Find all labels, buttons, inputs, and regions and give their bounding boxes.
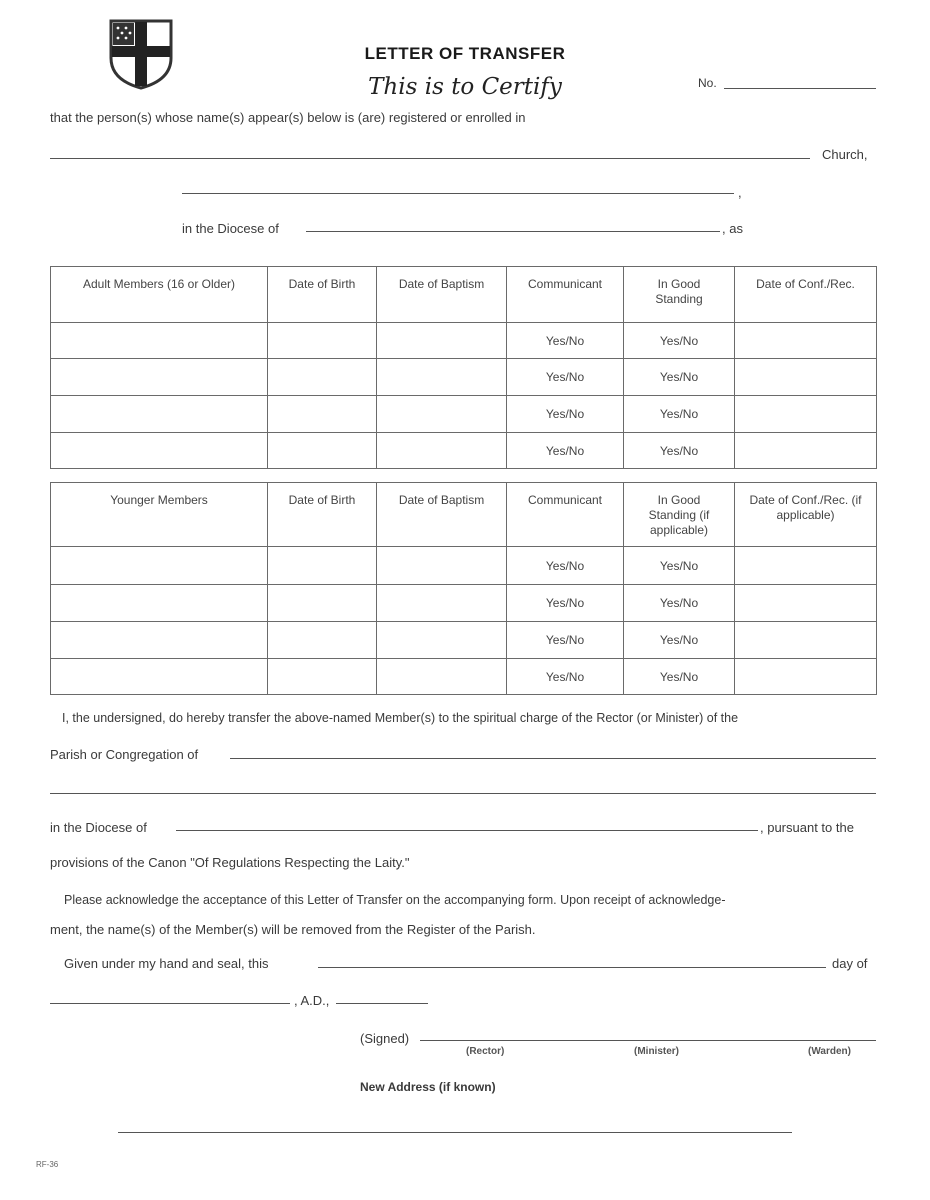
warden-role-label: (Warden): [808, 1046, 851, 1057]
diocese-field[interactable]: [306, 231, 720, 232]
adult-standing-cell[interactable]: Yes/No: [624, 359, 735, 396]
pursuant-label: , pursuant to the: [760, 820, 854, 835]
younger-name-cell[interactable]: [51, 547, 268, 585]
younger-communicant-cell[interactable]: Yes/No: [507, 659, 624, 695]
younger-confirmation-cell[interactable]: [735, 547, 877, 585]
transfer-statement: I, the undersigned, do hereby transfer the above-named Member(s) to the spiritual charge of the Rector (or Minister) of the: [62, 711, 739, 725]
year-field[interactable]: [336, 1003, 428, 1004]
younger-header-communicant: Communicant: [507, 483, 624, 547]
minister-role-label: (Minister): [634, 1046, 679, 1057]
younger-baptism-cell[interactable]: [377, 585, 507, 622]
younger-members-table: [50, 482, 877, 695]
adult-header-birth: Date of Birth: [268, 267, 377, 323]
as-label: , as: [722, 221, 743, 236]
number-field[interactable]: [724, 88, 876, 89]
adult-name-cell[interactable]: [51, 396, 268, 433]
new-address-field[interactable]: [118, 1132, 792, 1133]
younger-confirmation-cell[interactable]: [735, 622, 877, 659]
younger-standing-cell[interactable]: Yes/No: [624, 659, 735, 695]
adult-communicant-cell[interactable]: Yes/No: [507, 433, 624, 469]
church-name-field[interactable]: [50, 158, 810, 159]
adult-baptism-cell[interactable]: [377, 323, 507, 359]
adult-birth-cell[interactable]: [268, 323, 377, 359]
adult-communicant-cell[interactable]: Yes/No: [507, 323, 624, 359]
church-label: Church,: [822, 147, 868, 162]
parish-field-continued[interactable]: [50, 793, 876, 794]
adult-standing-cell[interactable]: Yes/No: [624, 433, 735, 469]
form-code: RF-36: [36, 1160, 59, 1169]
month-field[interactable]: [50, 1003, 290, 1004]
younger-header-standing: In Good Standing (if applicable): [624, 483, 735, 547]
adult-name-cell[interactable]: [51, 359, 268, 396]
acknowledge-text-line2: ment, the name(s) of the Member(s) will be removed from the Register of the Parish.: [50, 922, 536, 937]
parish-field[interactable]: [230, 758, 876, 759]
younger-birth-cell[interactable]: [268, 659, 377, 695]
younger-standing-cell[interactable]: Yes/No: [624, 585, 735, 622]
younger-header-baptism: Date of Baptism: [377, 483, 507, 547]
adult-header-communicant: Communicant: [507, 267, 624, 323]
adult-name-cell[interactable]: [51, 433, 268, 469]
younger-standing-cell[interactable]: Yes/No: [624, 547, 735, 585]
adult-confirmation-cell[interactable]: [735, 323, 877, 359]
younger-name-cell[interactable]: [51, 659, 268, 695]
table-row: [51, 359, 877, 396]
ad-label: , A.D.,: [294, 993, 330, 1008]
day-field[interactable]: [318, 967, 826, 968]
younger-name-cell[interactable]: [51, 622, 268, 659]
adult-standing-cell[interactable]: Yes/No: [624, 323, 735, 359]
parish-label: Parish or Congregation of: [50, 747, 199, 762]
adult-communicant-cell[interactable]: Yes/No: [507, 359, 624, 396]
diocese-label: in the Diocese of: [182, 221, 279, 236]
younger-header-confirmation: Date of Conf./Rec. (if applicable): [735, 483, 877, 547]
adult-header-confirmation: Date of Conf./Rec.: [735, 267, 877, 323]
adult-birth-cell[interactable]: [268, 359, 377, 396]
canon-provisions-text: provisions of the Canon "Of Regulations Respecting the Laity.": [50, 855, 410, 870]
younger-header-name: Younger Members: [51, 483, 268, 547]
adult-birth-cell[interactable]: [268, 396, 377, 433]
transfer-diocese-label: in the Diocese of: [50, 820, 147, 835]
given-label: Given under my hand and seal, this: [64, 956, 269, 971]
adult-birth-cell[interactable]: [268, 433, 377, 469]
rector-role-label: (Rector): [466, 1046, 505, 1057]
younger-communicant-cell[interactable]: Yes/No: [507, 622, 624, 659]
adult-baptism-cell[interactable]: [377, 359, 507, 396]
signed-label: (Signed): [360, 1031, 410, 1046]
acknowledge-text-line1: Please acknowledge the acceptance of this Letter of Transfer on the accompanying form. Upon receipt of acknowledge-: [64, 893, 726, 907]
intro-text: that the person(s) whose name(s) appear(s) below is (are) registered or enrolled in: [50, 110, 526, 125]
adult-communicant-cell[interactable]: Yes/No: [507, 396, 624, 433]
younger-confirmation-cell[interactable]: [735, 585, 877, 622]
table-row: [51, 659, 877, 695]
younger-communicant-cell[interactable]: Yes/No: [507, 585, 624, 622]
adult-members-table: [50, 266, 877, 469]
adult-header-standing: In Good Standing: [624, 267, 735, 323]
younger-header-birth: Date of Birth: [268, 483, 377, 547]
younger-baptism-cell[interactable]: [377, 659, 507, 695]
adult-confirmation-cell[interactable]: [735, 359, 877, 396]
younger-birth-cell[interactable]: [268, 585, 377, 622]
table-row: [51, 396, 877, 433]
younger-baptism-cell[interactable]: [377, 622, 507, 659]
new-address-label: New Address (if known): [360, 1080, 496, 1094]
church-location-field[interactable]: [182, 193, 734, 194]
comma-mark: ,: [738, 185, 742, 200]
younger-name-cell[interactable]: [51, 585, 268, 622]
younger-baptism-cell[interactable]: [377, 547, 507, 585]
table-row: [51, 622, 877, 659]
table-row: [51, 585, 877, 622]
document-subtitle: This is to Certify: [368, 74, 562, 100]
table-row: [51, 323, 877, 359]
adult-header-name: Adult Members (16 or Older): [51, 267, 268, 323]
adult-baptism-cell[interactable]: [377, 396, 507, 433]
younger-birth-cell[interactable]: [268, 622, 377, 659]
number-label: No.: [698, 76, 717, 90]
table-row: [51, 433, 877, 469]
day-of-label: day of: [832, 956, 868, 971]
adult-header-baptism: Date of Baptism: [377, 267, 507, 323]
younger-communicant-cell[interactable]: Yes/No: [507, 547, 624, 585]
signature-field[interactable]: [420, 1040, 876, 1041]
transfer-diocese-field[interactable]: [176, 830, 758, 831]
adult-standing-cell[interactable]: Yes/No: [624, 396, 735, 433]
adult-confirmation-cell[interactable]: [735, 396, 877, 433]
table-row: [51, 547, 877, 585]
younger-confirmation-cell[interactable]: [735, 659, 877, 695]
adult-name-cell[interactable]: [51, 323, 268, 359]
adult-baptism-cell[interactable]: [377, 433, 507, 469]
younger-standing-cell[interactable]: Yes/No: [624, 622, 735, 659]
adult-confirmation-cell[interactable]: [735, 433, 877, 469]
younger-birth-cell[interactable]: [268, 547, 377, 585]
document-title: LETTER OF TRANSFER: [364, 44, 566, 63]
